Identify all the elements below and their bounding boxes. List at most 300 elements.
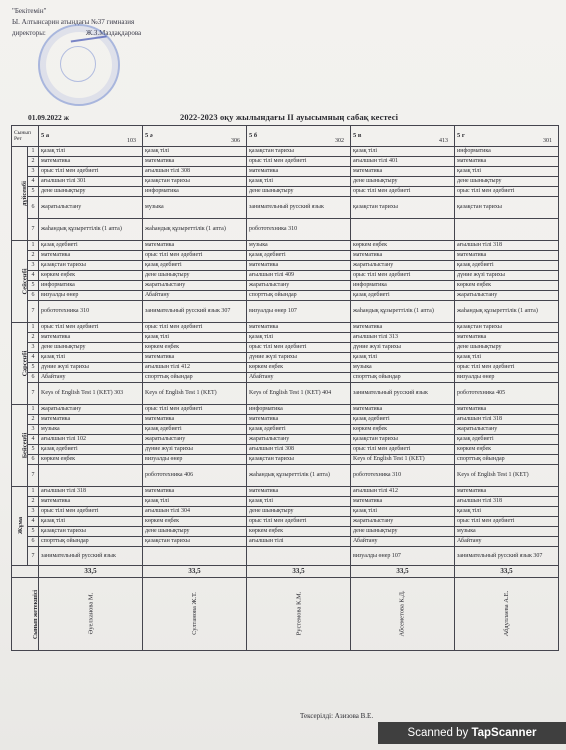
schedule-cell: математика <box>455 157 559 167</box>
lesson-row <box>12 343 559 353</box>
lesson-number: 5 <box>28 281 39 291</box>
schedule-cell: математика <box>247 415 351 425</box>
schedule-cell: жаһандық құзыреттілік (1 апта) <box>351 301 455 323</box>
day-name: Сәрсенбі <box>21 350 29 376</box>
class-name: 5 г <box>457 132 465 139</box>
schedule-cell: қазақ тілі <box>143 497 247 507</box>
class-name: 5 а <box>41 132 50 139</box>
schedule-cell <box>455 219 559 241</box>
schedule-cell: орыс тілі мен әдебиеті <box>143 251 247 261</box>
lesson-number: 4 <box>28 271 39 281</box>
lesson-row <box>12 251 559 261</box>
class-room: 302 <box>335 138 345 144</box>
lesson-number: 6 <box>28 291 39 301</box>
teacher-name: Рустемова К.М. <box>295 591 303 636</box>
lesson-number: 3 <box>28 507 39 517</box>
schedule-cell: ағылшын тілі 318 <box>455 415 559 425</box>
lesson-number: 5 <box>28 363 39 373</box>
schedule-cell: Keys of English Test 1 (KET) 404 <box>247 383 351 405</box>
schedule-cell: дүние жүзі тарихы <box>351 343 455 353</box>
schedule-cell: қазақстан тарихы <box>455 323 559 333</box>
schedule-cell: жаратылыстану <box>247 435 351 445</box>
lesson-number: 6 <box>28 537 39 547</box>
class-room: 301 <box>543 138 553 144</box>
schedule-cell: қазақ тілі <box>247 497 351 507</box>
schedule-cell: ағылшын тілі 318 <box>455 241 559 251</box>
lesson-number: 7 <box>28 547 39 566</box>
schedule-cell: қазақ тілі <box>247 177 351 187</box>
schedule-cell: математика <box>143 415 247 425</box>
schedule-cell: спорттық ойындар <box>39 537 143 547</box>
lesson-number: 1 <box>28 405 39 415</box>
schedule-cell: ағылшын тілі 318 <box>455 497 559 507</box>
lesson-row <box>12 487 559 497</box>
schedule-cell: дене шынықтыру <box>351 177 455 187</box>
schedule-cell: дене шынықтыру <box>455 343 559 353</box>
schedule-cell: математика <box>455 405 559 415</box>
schedule-cell: визуалды өнер <box>39 291 143 301</box>
schedule-cell: Keys of English Test 1 (KET) 303 <box>39 383 143 405</box>
class-room: 413 <box>439 138 449 144</box>
lesson-row <box>12 271 559 281</box>
schedule-cell: дене шынықтыру <box>247 507 351 517</box>
teacher-cell <box>247 578 351 651</box>
totals-row <box>12 566 559 578</box>
schedule-cell: дүние жүзі тарихы <box>143 445 247 455</box>
schedule-cell: Keys of English Test 1 (KET) <box>143 383 247 405</box>
schedule-cell: қазақ тілі <box>455 167 559 177</box>
schedule-cell: информатика <box>143 187 247 197</box>
schedule-cell: ағылшын тілі 308 <box>143 167 247 177</box>
approval-director-label: директоры: Ж.З.Маздақдарова <box>12 29 142 37</box>
schedule-cell: дене шынықтыру <box>247 187 351 197</box>
schedule-cell: орыс тілі мен әдебиеті <box>247 157 351 167</box>
schedule-cell: көркем еңбек <box>39 455 143 465</box>
schedule-cell: орыс тілі мен әдебиеті <box>39 323 143 333</box>
lesson-row <box>12 527 559 537</box>
schedule-cell: математика <box>247 323 351 333</box>
schedule-cell: математика <box>39 251 143 261</box>
schedule-cell: визуалды өнер <box>455 373 559 383</box>
schedule-cell: информатика <box>247 405 351 415</box>
schedule-cell: информатика <box>455 147 559 157</box>
class-header <box>455 126 559 147</box>
lesson-row <box>12 177 559 187</box>
schedule-cell: спорттық ойындар <box>351 373 455 383</box>
lesson-number: 3 <box>28 261 39 271</box>
day-name: дүйсенбі <box>20 180 28 206</box>
teacher-label-cell <box>12 578 39 651</box>
lesson-row <box>12 147 559 157</box>
schedule-cell: жаратылыстану <box>143 281 247 291</box>
table-header-row <box>12 126 559 147</box>
class-header <box>39 126 143 147</box>
corner-cell <box>12 126 39 147</box>
lesson-number: 1 <box>28 487 39 497</box>
schedule-cell: қазақ әдебиеті <box>39 445 143 455</box>
schedule-cell: қазақ тілі <box>351 147 455 157</box>
schedule-cell: қазақстан тарихы <box>39 527 143 537</box>
class-room: 103 <box>127 138 137 144</box>
schedule-cell: жаратылыстану <box>39 197 143 219</box>
schedule-cell: робототехника 405 <box>455 383 559 405</box>
schedule-cell: қазақ тілі <box>455 353 559 363</box>
lesson-number: 7 <box>28 219 39 241</box>
schedule-cell: жаратылыстану <box>351 261 455 271</box>
lesson-number: 6 <box>28 455 39 465</box>
schedule-cell: орыс тілі мен әдебиеті <box>247 343 351 353</box>
lesson-row <box>12 281 559 291</box>
class-header <box>143 126 247 147</box>
schedule-cell: көркем еңбек <box>143 343 247 353</box>
total-hours: 33,5 <box>143 566 247 578</box>
total-hours: 33,5 <box>351 566 455 578</box>
schedule-cell: робототехника 406 <box>143 465 247 487</box>
schedule-cell: математика <box>39 497 143 507</box>
schedule-cell: жаратылыстану <box>39 405 143 415</box>
lesson-row <box>12 517 559 527</box>
schedule-cell: қазақстан тарихы <box>351 435 455 445</box>
lesson-number: 2 <box>28 333 39 343</box>
lesson-row <box>12 353 559 363</box>
schedule-cell: қазақ тілі <box>247 333 351 343</box>
day-label-cell <box>12 487 28 566</box>
schedule-cell <box>247 547 351 566</box>
schedule-cell: занимательный русский язык <box>351 383 455 405</box>
schedule-cell: спорттық ойындар <box>247 291 351 301</box>
lesson-row <box>12 425 559 435</box>
lesson-number: 6 <box>28 373 39 383</box>
lesson-row <box>12 291 559 301</box>
schedule-cell: орыс тілі мен әдебиеті <box>143 405 247 415</box>
lesson-number: 7 <box>28 301 39 323</box>
teacher-name: Әуелханова М. <box>87 592 95 635</box>
schedule-cell: математика <box>143 353 247 363</box>
lesson-number: 3 <box>28 343 39 353</box>
schedule-cell: қазақ тілі <box>351 353 455 363</box>
schedule-cell: музыка <box>247 241 351 251</box>
lesson-number: 4 <box>28 517 39 527</box>
schedule-cell: спорттық ойындар <box>455 455 559 465</box>
schedule-cell: музыка <box>351 363 455 373</box>
lesson-row <box>12 323 559 333</box>
schedule-cell: ағылшын тілі 412 <box>143 363 247 373</box>
schedule-cell: қазақстан тарихы <box>143 537 247 547</box>
lesson-row <box>12 383 559 405</box>
approval-director-name: Ж.З.Маздақдарова <box>85 29 142 37</box>
schedule-cell: қазақ тілі <box>143 147 247 157</box>
schedule-cell: ағылшын тілі 308 <box>247 445 351 455</box>
lesson-number: 1 <box>28 147 39 157</box>
schedule-cell: дене шынықтыру <box>455 177 559 187</box>
schedule-cell: жаратылыстану <box>455 425 559 435</box>
schedule-cell: орыс тілі мен әдебиеті <box>455 517 559 527</box>
schedule-cell: ағылшын тілі 313 <box>351 333 455 343</box>
lesson-row <box>12 241 559 251</box>
schedule-cell: математика <box>247 167 351 177</box>
schedule-cell: орыс тілі мен әдебиеті <box>39 167 143 177</box>
schedule-cell: ағылшын тілі 401 <box>351 157 455 167</box>
schedule-cell: математика <box>455 333 559 343</box>
schedule-cell: Абайтану <box>143 291 247 301</box>
schedule-cell: қазақ әдебиеті <box>351 415 455 425</box>
schedule-cell: қазақстан тарихы <box>247 147 351 157</box>
class-name: 5 в <box>353 132 362 139</box>
schedule-cell: визуалды өнер 107 <box>351 547 455 566</box>
schedule-cell: көркем еңбек <box>351 425 455 435</box>
schedule-cell: жаһандық құзыреттілік (1 апта) <box>143 219 247 241</box>
lesson-number: 7 <box>28 465 39 487</box>
lesson-number: 2 <box>28 415 39 425</box>
schedule-cell: қазақ тілі <box>351 507 455 517</box>
teacher-label: Сынып жетекшісі <box>33 589 40 639</box>
class-name: 5 ә <box>145 132 153 139</box>
lesson-row <box>12 187 559 197</box>
schedule-cell: ағылшын тілі 304 <box>143 507 247 517</box>
schedule-cell: занимательный русский язык 307 <box>455 547 559 566</box>
schedule-cell: көркем еңбек <box>143 517 247 527</box>
schedule-cell: қазақ әдебиеті <box>143 425 247 435</box>
lesson-row <box>12 373 559 383</box>
lesson-number: 4 <box>28 177 39 187</box>
lesson-number: 5 <box>28 527 39 537</box>
schedule-cell: көркем еңбек <box>455 281 559 291</box>
schedule-cell: қазақ әдебиеті <box>455 261 559 271</box>
lesson-row <box>12 301 559 323</box>
lesson-number: 6 <box>28 197 39 219</box>
schedule-cell: Абайтану <box>455 537 559 547</box>
schedule-cell: визуалды өнер <box>143 455 247 465</box>
schedule-cell: информатика <box>351 281 455 291</box>
schedule-cell: қазақ тілі <box>39 353 143 363</box>
schedule-cell: орыс тілі мен әдебиеті <box>455 187 559 197</box>
schedule-cell: дене шынықтыру <box>143 527 247 537</box>
schedule-cell: қазақ әдебиеті <box>247 251 351 261</box>
schedule-cell: қазақ әдебиеті <box>247 425 351 435</box>
schedule-cell: қазақстан тарихы <box>247 455 351 465</box>
schedule-cell: жаратылыстану <box>247 281 351 291</box>
schedule-cell: орыс тілі мен әдебиеті <box>143 323 247 333</box>
schedule-cell: орыс тілі мен әдебиеті <box>351 271 455 281</box>
schedule-cell: математика <box>351 323 455 333</box>
day-name: Бейсенбі <box>21 432 29 458</box>
schedule-cell <box>351 219 455 241</box>
schedule-cell: қазақ тілі <box>39 147 143 157</box>
schedule-cell: спорттық ойындар <box>143 373 247 383</box>
schedule-cell: визуалды өнер 107 <box>247 301 351 323</box>
corner-bottom-label: Рет <box>14 136 22 142</box>
teacher-cell <box>143 578 247 651</box>
schedule-cell: қазақ тілі <box>143 333 247 343</box>
teachers-row <box>12 578 559 651</box>
schedule-cell: ағылшын тілі 412 <box>351 487 455 497</box>
schedule-cell: көркем еңбек <box>455 445 559 455</box>
schedule-cell: орыс тілі мен әдебиеті <box>455 363 559 373</box>
total-hours: 33,5 <box>247 566 351 578</box>
schedule-cell <box>39 465 143 487</box>
schedule-cell: занимательный русский язык 307 <box>143 301 247 323</box>
schedule-cell: математика <box>351 167 455 177</box>
lesson-number: 5 <box>28 187 39 197</box>
teacher-name: Абсеметова К.Д. <box>399 590 407 637</box>
schedule-cell: жаһандық құзыреттілік (1 апта) <box>39 219 143 241</box>
schedule-cell: көркем еңбек <box>247 363 351 373</box>
schedule-cell: робототехника 310 <box>39 301 143 323</box>
lesson-number: 4 <box>28 435 39 445</box>
schedule-cell: дене шынықтыру <box>143 271 247 281</box>
schedule-cell: Keys of English Test 1 (KET) <box>351 455 455 465</box>
approval-school: Ы. Алтынсарин атындағы №37 гимназия <box>12 18 135 26</box>
day-name: Жұма <box>17 516 25 535</box>
scanner-banner: Scanned by TapScanner <box>378 722 566 744</box>
schedule-cell: ағылшын тілі 102 <box>39 435 143 445</box>
schedule-cell: көркем еңбек <box>247 527 351 537</box>
schedule-cell: қазақ әдебиеті <box>455 435 559 445</box>
lesson-row <box>12 157 559 167</box>
document-date: 01.09.2022 ж <box>28 113 70 122</box>
schedule-cell: жаһандық құзыреттілік (1 апта) <box>455 301 559 323</box>
lesson-number: 3 <box>28 425 39 435</box>
class-name: 5 б <box>249 132 258 139</box>
lesson-row <box>12 455 559 465</box>
schedule-cell: занимательный русский язык <box>247 197 351 219</box>
schedule-cell: қазақстан тарихы <box>143 177 247 187</box>
class-header <box>247 126 351 147</box>
schedule-cell: музыка <box>39 425 143 435</box>
schedule-cell: музыка <box>143 197 247 219</box>
schedule-cell: математика <box>247 487 351 497</box>
schedule-cell: жаратылыстану <box>351 517 455 527</box>
total-hours: 33,5 <box>455 566 559 578</box>
day-label-cell <box>12 147 28 241</box>
schedule-cell: дүние жүзі тарихы <box>39 363 143 373</box>
lesson-row <box>12 547 559 566</box>
lesson-number: 2 <box>28 251 39 261</box>
schedule-table <box>11 125 559 651</box>
schedule-cell: жаратылыстану <box>143 435 247 445</box>
schedule-cell: Абайтану <box>247 373 351 383</box>
schedule-cell: қазақ әдебиеті <box>143 261 247 271</box>
checked-by: Тексерілді: Азизова В.Е. <box>300 712 374 720</box>
schedule-cell: математика <box>143 157 247 167</box>
lesson-row <box>12 435 559 445</box>
lesson-row <box>12 261 559 271</box>
lesson-row <box>12 197 559 219</box>
schedule-cell: қазақстан тарихы <box>39 261 143 271</box>
lesson-number: 4 <box>28 353 39 363</box>
lesson-row <box>12 537 559 547</box>
totals-label-cell <box>12 566 39 578</box>
lesson-row <box>12 405 559 415</box>
schedule-cell: ағылшын тілі 301 <box>39 177 143 187</box>
schedule-cell: математика <box>39 333 143 343</box>
schedule-cell: математика <box>455 251 559 261</box>
schedule-cell: орыс тілі мен әдебиеті <box>247 517 351 527</box>
schedule-cell: дене шынықтыру <box>351 527 455 537</box>
schedule-cell: қазақ әдебиеті <box>351 291 455 301</box>
schedule-cell: Абайтану <box>39 373 143 383</box>
schedule-cell: жаһандық құзыреттілік (1 апта) <box>247 465 351 487</box>
lesson-row <box>12 445 559 455</box>
lesson-row <box>12 415 559 425</box>
corner-top-label: Сынып <box>14 130 31 136</box>
approval-heading: "Бекітемін" <box>12 7 47 15</box>
schedule-cell: орыс тілі мен әдебиеті <box>351 445 455 455</box>
schedule-cell: музыка <box>455 527 559 537</box>
lesson-row <box>12 219 559 241</box>
schedule-cell: математика <box>455 487 559 497</box>
schedule-cell: қазақ тілі <box>455 507 559 517</box>
day-label-cell <box>12 241 28 323</box>
schedule-cell: орыс тілі мен әдебиеті <box>39 507 143 517</box>
teacher-name: Абдуллаева А.Е. <box>503 590 511 637</box>
lesson-number: 5 <box>28 445 39 455</box>
lesson-row <box>12 363 559 373</box>
schedule-cell: математика <box>351 251 455 261</box>
schedule-cell: информатика <box>39 281 143 291</box>
schedule-cell: дүние жүзі тарихы <box>455 271 559 281</box>
schedule-cell: ағылшын тілі 318 <box>39 487 143 497</box>
schedule-cell: математика <box>143 241 247 251</box>
lesson-number: 3 <box>28 167 39 177</box>
lesson-number: 2 <box>28 497 39 507</box>
lesson-row <box>12 333 559 343</box>
lesson-row <box>12 507 559 517</box>
schedule-cell: математика <box>247 261 351 271</box>
lesson-row <box>12 465 559 487</box>
schedule-cell: робототехника 310 <box>351 465 455 487</box>
lesson-row <box>12 497 559 507</box>
schedule-cell <box>143 547 247 566</box>
schedule-cell: дене шынықтыру <box>39 187 143 197</box>
teacher-name: Султанова Ж.Т. <box>191 592 199 635</box>
class-header <box>351 126 455 147</box>
schedule-cell: робототехника 310 <box>247 219 351 241</box>
day-name: Сейсенбі <box>21 267 29 295</box>
schedule-cell: ағылшын тілі <box>247 537 351 547</box>
schedule-cell: ағылшын тілі 409 <box>247 271 351 281</box>
day-label-cell <box>12 323 28 405</box>
schedule-cell: Keys of English Test 1 (KET) <box>455 465 559 487</box>
schedule-cell: дүние жүзі тарихы <box>247 353 351 363</box>
schedule-cell: орыс тілі мен әдебиеті <box>351 187 455 197</box>
teacher-cell <box>39 578 143 651</box>
class-room: 306 <box>231 138 241 144</box>
schedule-cell: математика <box>39 157 143 167</box>
schedule-cell: дене шынықтыру <box>39 343 143 353</box>
schedule-cell: математика <box>143 487 247 497</box>
teacher-cell <box>455 578 559 651</box>
schedule-cell: математика <box>351 497 455 507</box>
lesson-number: 2 <box>28 157 39 167</box>
page-title: 2022-2023 оқу жылындағы ІІ ауысымның сабақ кестесі <box>180 112 399 122</box>
schedule-cell: қазақстан тарихы <box>351 197 455 219</box>
day-label-cell <box>12 405 28 487</box>
schedule-cell: қазақ тілі <box>39 517 143 527</box>
schedule-cell: математика <box>39 415 143 425</box>
schedule-cell: Абайтану <box>351 537 455 547</box>
schedule-cell: көркем еңбек <box>351 241 455 251</box>
lesson-row <box>12 167 559 177</box>
schedule-cell: қазақстан тарихы <box>455 197 559 219</box>
teacher-cell <box>351 578 455 651</box>
lesson-number: 1 <box>28 241 39 251</box>
total-hours: 33,5 <box>39 566 143 578</box>
lesson-number: 7 <box>28 383 39 405</box>
lesson-number: 1 <box>28 323 39 333</box>
schedule-cell: занимательный русский язык <box>39 547 143 566</box>
schedule-cell: қазақ әдебиеті <box>39 241 143 251</box>
